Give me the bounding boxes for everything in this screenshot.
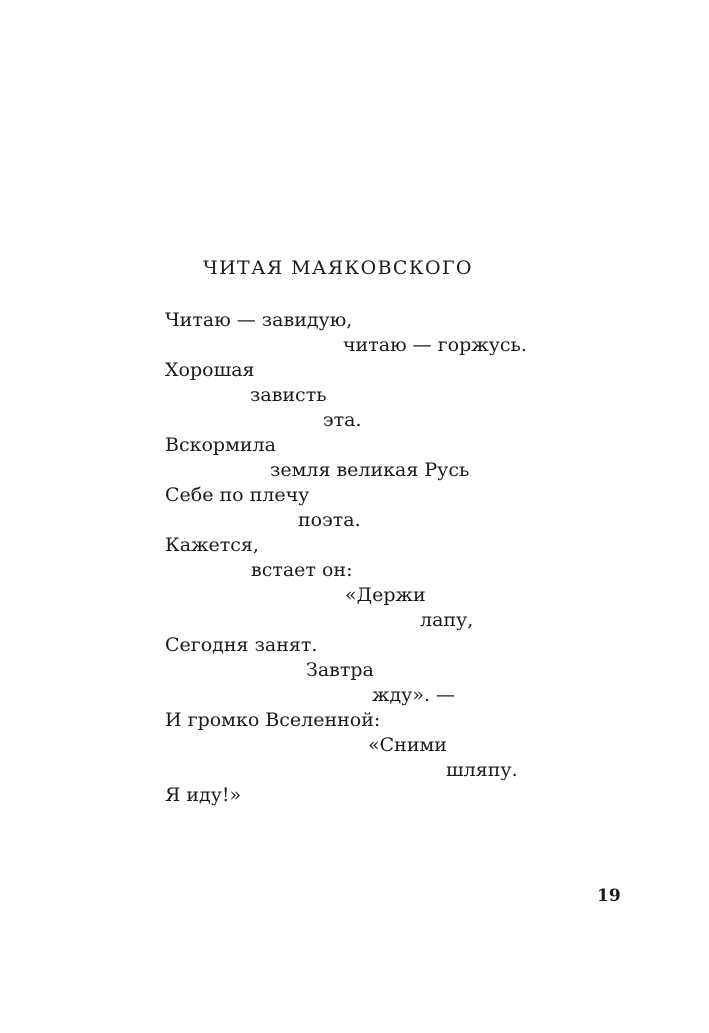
poem-line: шляпу. (446, 759, 518, 781)
poem-line: встает он: (251, 559, 353, 581)
poem-line: зависть (250, 384, 327, 406)
poem-line: лапу, (420, 609, 474, 631)
poem-line: Сегодня занят. (165, 634, 318, 656)
poem-line: эта. (323, 409, 362, 431)
poem-title: ЧИТАЯ МАЯКОВСКОГО (203, 257, 473, 279)
poem-line: «Держи (345, 584, 426, 606)
poem-line: земля великая Русь (270, 459, 470, 481)
poem-line: читаю — горжусь. (343, 334, 527, 356)
poem-line: Кажется, (165, 534, 259, 556)
poem-line: Завтра (306, 659, 374, 681)
poem-line: Себе по плечу (165, 484, 310, 506)
page-number: 19 (597, 886, 621, 906)
poem-line: И громко Вселенной: (165, 709, 381, 731)
poem-line: поэта. (298, 509, 361, 531)
poem-line: Вскормила (165, 434, 276, 456)
poem-line: Читаю — завидую, (165, 309, 353, 331)
poem-line: Я иду!» (165, 784, 242, 806)
poem-line: Хорошая (165, 359, 255, 381)
poem-line: «Сними (368, 734, 447, 756)
poem-line: жду». — (372, 684, 456, 706)
